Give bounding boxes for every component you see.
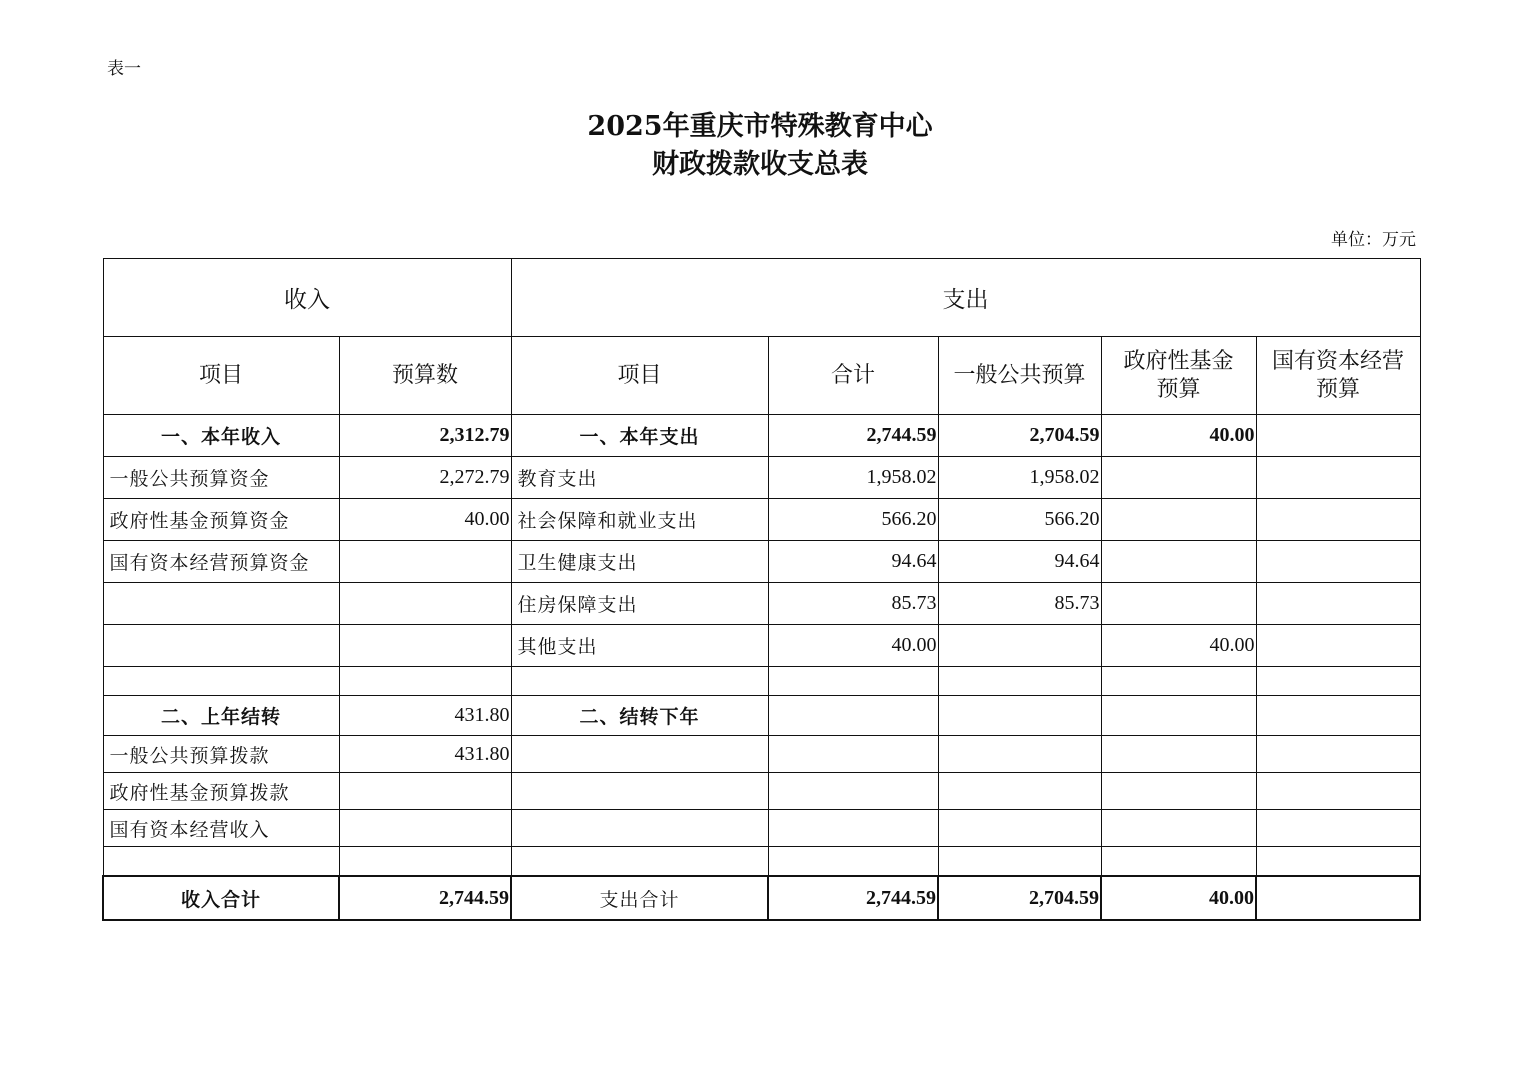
soe-cell: [1256, 583, 1420, 625]
total-cell: [768, 667, 938, 696]
soe-cell: [1256, 667, 1420, 696]
general-budget-header: 一般公共预算: [938, 337, 1101, 415]
total-cell: 40.00: [768, 625, 938, 667]
document-title: [0, 108, 1520, 184]
income-item-cell: [103, 667, 339, 696]
income-item-cell: [103, 625, 339, 667]
table-row: [103, 847, 1420, 877]
gov-fund-header-line1: 政府性基金: [1123, 348, 1234, 374]
total-cell: 2,744.59: [768, 415, 938, 457]
expense-item-cell: 社会保障和就业支出: [511, 499, 768, 541]
general-cell: [938, 773, 1101, 810]
income-value-cell: 431.80: [339, 696, 511, 736]
expense-header: 支出: [511, 259, 1420, 337]
general-cell: 1,958.02: [938, 457, 1101, 499]
soe-header-line1: 国有资本经营: [1272, 348, 1405, 374]
income-item-cell: 政府性基金预算拨款: [103, 773, 339, 810]
income-value-cell: 2,312.79: [339, 415, 511, 457]
table-row: [103, 415, 1420, 457]
soe-cell: [1256, 499, 1420, 541]
total-cell: 85.73: [768, 583, 938, 625]
soe-cell: [1256, 625, 1420, 667]
gov-fund-cell: [1101, 583, 1256, 625]
expense-item-cell: [511, 847, 768, 877]
general-cell: 94.64: [938, 541, 1101, 583]
gov-fund-cell: [1101, 457, 1256, 499]
soe-cell: [1256, 847, 1420, 877]
gov-fund-cell: [1101, 541, 1256, 583]
soe-cell: [1256, 415, 1420, 457]
gov-fund-cell: [1101, 696, 1256, 736]
income-item-cell: [103, 847, 339, 877]
table-row: [103, 625, 1420, 667]
table-row: [103, 457, 1420, 499]
total-cell: 566.20: [768, 499, 938, 541]
income-total-label: 收入合计: [103, 876, 339, 920]
gov-fund-header: [1101, 337, 1256, 415]
gov-fund-cell: [1101, 810, 1256, 847]
expense-item-cell: 住房保障支出: [511, 583, 768, 625]
gov-fund-cell: [1101, 736, 1256, 773]
general-cell: [938, 847, 1101, 877]
expense-total-label: 支出合计: [511, 876, 768, 920]
unit-label: 单位：万元: [1331, 230, 1416, 250]
gov-fund-cell: 40.00: [1101, 625, 1256, 667]
soe-cell: [1256, 736, 1420, 773]
general-cell: [938, 736, 1101, 773]
expense-item-cell: [511, 810, 768, 847]
table-row: [103, 583, 1420, 625]
gov-fund-cell: [1101, 847, 1256, 877]
total-cell: [768, 847, 938, 877]
soe-cell: [1256, 773, 1420, 810]
income-item-cell: 国有资本经营预算资金: [103, 541, 339, 583]
income-item-cell: 一般公共预算拨款: [103, 736, 339, 773]
income-value-cell: [339, 583, 511, 625]
expense-item-cell: [511, 736, 768, 773]
income-header: 收入: [103, 259, 511, 337]
expense-item-cell: [511, 667, 768, 696]
income-item-cell: 一、本年收入: [103, 415, 339, 457]
title-line-1: 2025年重庆市特殊教育中心: [587, 111, 933, 142]
table-row: [103, 773, 1420, 810]
general-cell: [938, 625, 1101, 667]
table-row: [103, 667, 1420, 696]
expense-total-value: 2,744.59: [768, 876, 938, 920]
gov-fund-cell: [1101, 667, 1256, 696]
expense-item-cell: [511, 773, 768, 810]
income-item-cell: 二、上年结转: [103, 696, 339, 736]
total-row: [103, 876, 1420, 920]
gov-fund-header-line2: 预算: [1156, 376, 1201, 402]
table-row: [103, 810, 1420, 847]
total-header: 合计: [768, 337, 938, 415]
income-item-cell: 国有资本经营收入: [103, 810, 339, 847]
soe-header-line2: 预算: [1316, 376, 1361, 402]
title-line-2: 财政拨款收支总表: [652, 149, 868, 180]
general-total-value: 2,704.59: [938, 876, 1101, 920]
gov-fund-cell: [1101, 499, 1256, 541]
total-cell: 94.64: [768, 541, 938, 583]
table-row: [103, 696, 1420, 736]
income-value-cell: [339, 810, 511, 847]
income-value-cell: 40.00: [339, 499, 511, 541]
general-cell: [938, 696, 1101, 736]
income-value-cell: [339, 773, 511, 810]
soe-header: [1256, 337, 1420, 415]
income-item-cell: 一般公共预算资金: [103, 457, 339, 499]
income-value-cell: 2,272.79: [339, 457, 511, 499]
table-row: [103, 499, 1420, 541]
income-value-cell: [339, 541, 511, 583]
income-value-cell: [339, 625, 511, 667]
table-row: [103, 736, 1420, 773]
table-row: [103, 541, 1420, 583]
general-cell: 85.73: [938, 583, 1101, 625]
income-budget-header: 预算数: [339, 337, 511, 415]
gov-fund-cell: [1101, 773, 1256, 810]
income-value-cell: 431.80: [339, 736, 511, 773]
income-value-cell: [339, 667, 511, 696]
expense-item-header: 项目: [511, 337, 768, 415]
budget-table: [102, 258, 1421, 921]
expense-item-cell: 教育支出: [511, 457, 768, 499]
income-item-cell: 政府性基金预算资金: [103, 499, 339, 541]
general-cell: 2,704.59: [938, 415, 1101, 457]
gov-fund-total-value: 40.00: [1101, 876, 1256, 920]
soe-cell: [1256, 457, 1420, 499]
total-cell: [768, 810, 938, 847]
income-item-cell: [103, 583, 339, 625]
table-number: 表一: [107, 59, 141, 79]
expense-item-cell: 其他支出: [511, 625, 768, 667]
expense-item-cell: 卫生健康支出: [511, 541, 768, 583]
soe-cell: [1256, 541, 1420, 583]
income-item-header: 项目: [103, 337, 339, 415]
total-cell: 1,958.02: [768, 457, 938, 499]
general-cell: [938, 810, 1101, 847]
soe-cell: [1256, 696, 1420, 736]
total-cell: [768, 736, 938, 773]
total-cell: [768, 696, 938, 736]
general-cell: 566.20: [938, 499, 1101, 541]
expense-item-cell: 二、结转下年: [511, 696, 768, 736]
expense-item-cell: 一、本年支出: [511, 415, 768, 457]
income-total-value: 2,744.59: [339, 876, 511, 920]
soe-total-value: [1256, 876, 1420, 920]
income-value-cell: [339, 847, 511, 877]
total-cell: [768, 773, 938, 810]
general-cell: [938, 667, 1101, 696]
soe-cell: [1256, 810, 1420, 847]
gov-fund-cell: 40.00: [1101, 415, 1256, 457]
